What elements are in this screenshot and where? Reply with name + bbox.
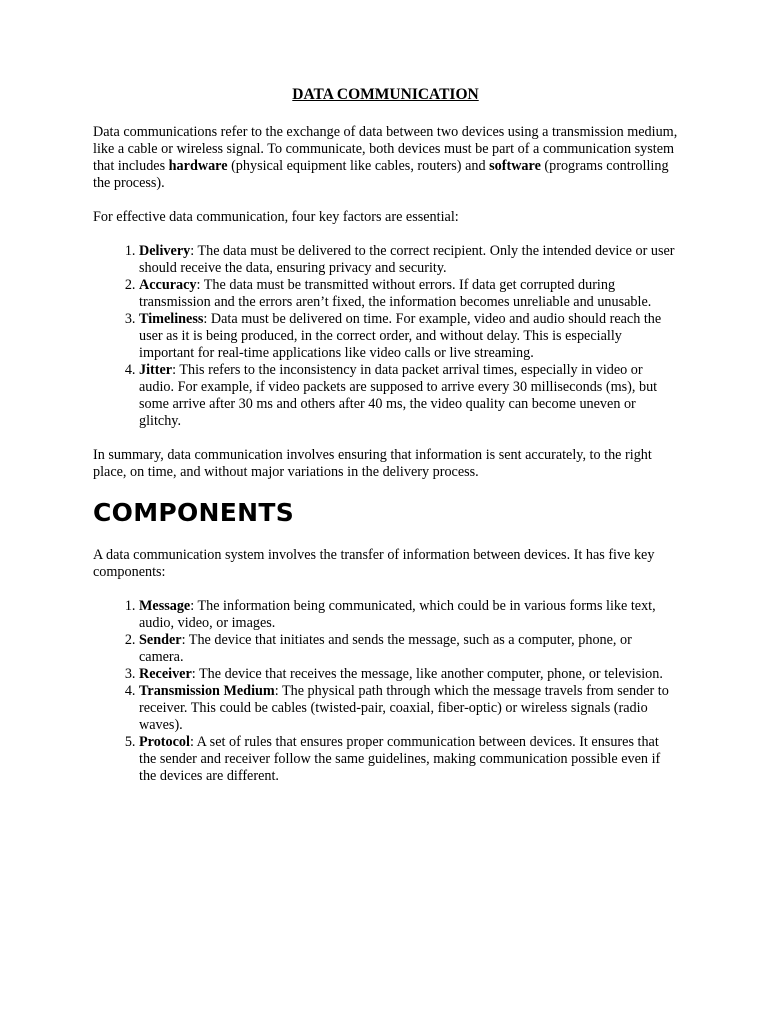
component-item-protocol: [139, 734, 678, 785]
components-heading: COMPONENTS: [93, 498, 295, 527]
component-item-transmission-medium: [139, 683, 678, 734]
factor-term: Timeliness: [139, 311, 204, 327]
intro-text-2: (physical equipment like cables, routers) and: [227, 158, 490, 174]
component-term: Sender: [139, 632, 182, 648]
factor-text: : The data must be delivered to the correct recipient. Only the intended device or user should receive the data, ensuring privacy and security.: [139, 243, 675, 276]
component-item-receiver: [139, 666, 678, 683]
component-term: Protocol: [139, 734, 190, 750]
component-text: : The device that receives the message, like another computer, phone, or television.: [191, 666, 663, 682]
hardware-term: hardware: [168, 158, 228, 174]
factor-term: Accuracy: [139, 277, 197, 293]
summary-paragraph: In summary, data communication involves ensuring that information is sent accurately, to the right place, on time, and without major variations in the delivery process.: [93, 447, 652, 480]
factor-text: : This refers to the inconsistency in data packet arrival times, especially in video or audio. For example, if video packets are supposed to arrive every 30 milliseconds (ms), but some arrive after 30 ms and others after 40 ms, the video quality can become uneven or glitchy.: [139, 362, 658, 429]
component-text: : The device that initiates and sends the message, such as a computer, phone, or camera.: [139, 632, 632, 665]
components-intro: A data communication system involves the transfer of information between devices. It has five key components:: [93, 547, 655, 580]
software-term: software: [489, 158, 541, 174]
factors-intro: For effective data communication, four key factors are essential:: [93, 209, 459, 225]
components-list: [93, 598, 678, 785]
factor-item-jitter: [139, 362, 678, 430]
factor-term: Delivery: [139, 243, 191, 259]
component-term: Receiver: [139, 666, 192, 682]
intro-paragraph: [93, 124, 678, 192]
intro-text-1: Data communications refer to the exchange of data between two devices using a transmission medium, like a cable or wireless signal. To communicate, both devices must be part of a communication system that includes: [93, 124, 678, 174]
factor-term: Jitter: [139, 362, 173, 378]
document-title: DATA COMMUNICATION: [292, 86, 479, 103]
factor-item-timeliness: [139, 311, 678, 362]
component-item-message: [139, 598, 678, 632]
factors-list: [93, 243, 678, 430]
component-text: : The information being communicated, which could be in various forms like text, audio, video, or images.: [139, 598, 656, 631]
component-text: : A set of rules that ensures proper communication between devices. It ensures that the sender and receiver follow the same guidelines, making communication possible even if the devices are different.: [139, 734, 661, 784]
component-term: Transmission Medium: [139, 683, 275, 699]
document-page: [93, 86, 678, 802]
intro-text-3: (programs controlling the process).: [93, 158, 669, 191]
factor-item-accuracy: [139, 277, 678, 311]
factor-item-delivery: [139, 243, 678, 277]
component-term: Message: [139, 598, 191, 614]
component-item-sender: [139, 632, 678, 666]
component-text: : The physical path through which the message travels from sender to receiver. This could be cables (twisted-pair, coaxial, fiber-optic) or wireless signals (radio waves).: [139, 683, 669, 733]
factor-text: : Data must be delivered on time. For example, video and audio should reach the user as it is being produced, in the correct order, and without delay. This is especially important for real-time applications like video calls or live streaming.: [139, 311, 662, 361]
factor-text: : The data must be transmitted without errors. If data get corrupted during transmission and the errors aren’t fixed, the information becomes unreliable and unusable.: [139, 277, 652, 310]
